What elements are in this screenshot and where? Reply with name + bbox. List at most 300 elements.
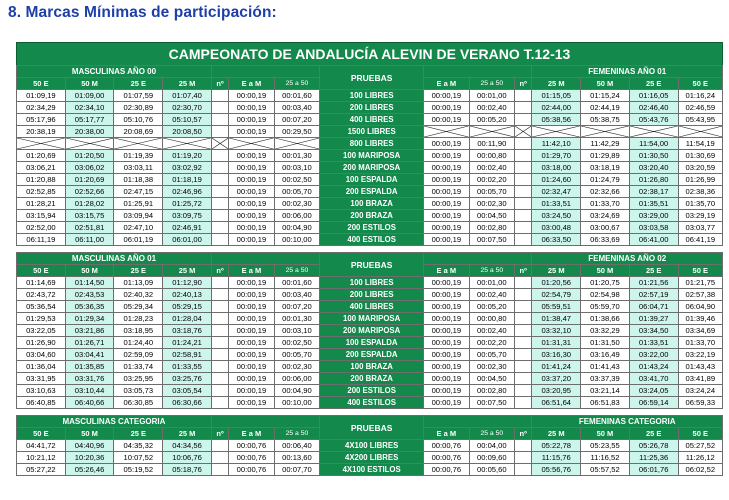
time-cell: 06:30,66 (163, 397, 212, 409)
cross-out-icon (229, 138, 273, 149)
time-cell: 02:34,29 (17, 102, 66, 114)
time-cell: 10:20,36 (65, 452, 114, 464)
time-cell: 01:29,70 (532, 150, 581, 162)
table-row (17, 90, 723, 102)
time-cell (515, 150, 532, 162)
event-name: 1500 LIBRES (320, 126, 424, 138)
table-row (17, 361, 723, 373)
time-cell: 05:27,52 (678, 440, 722, 452)
time-cell: 00:07,50 (469, 234, 514, 246)
time-cell: 00:00,19 (229, 349, 274, 361)
col-header-m25a50: 25 a 50 (274, 78, 319, 90)
time-cell: 03:31,76 (65, 373, 114, 385)
col-header-no: nº (515, 428, 532, 440)
time-cell: 02:34,10 (65, 102, 114, 114)
section-header (17, 66, 723, 78)
time-cell: 00:00,19 (229, 301, 274, 313)
time-cell: 20:08,50 (163, 126, 212, 138)
time-cell: 00:11,90 (469, 138, 514, 150)
time-cell: 02:58,91 (163, 349, 212, 361)
time-cell: 03:16,49 (581, 349, 630, 361)
time-cell: 00:02,50 (274, 337, 319, 349)
time-cell: 02:43,72 (17, 289, 66, 301)
time-cell: 00:00,19 (424, 90, 469, 102)
marks-grid (16, 65, 723, 476)
time-cell: 01:25,72 (163, 198, 212, 210)
time-cell: 11:42,29 (581, 138, 630, 150)
time-cell: 01:35,70 (678, 198, 722, 210)
col-header-m25a50: 25 a 50 (469, 78, 514, 90)
time-cell: 02:43,53 (65, 289, 114, 301)
cross-out-icon (275, 138, 319, 149)
time-cell: 02:54,98 (581, 289, 630, 301)
time-cell: 03:05,54 (163, 385, 212, 397)
time-cell: 00:00,19 (229, 90, 274, 102)
col-header-c50E: 50 E (17, 78, 66, 90)
col-header-c50M: 50 M (581, 265, 630, 277)
time-cell: 11:16,52 (581, 452, 630, 464)
header-blank (424, 416, 532, 428)
time-cell: 00:10,00 (274, 397, 319, 409)
time-cell: 05:26,78 (629, 440, 678, 452)
event-name: 200 ESTILOS (320, 222, 424, 234)
time-cell: 03:22,00 (629, 349, 678, 361)
crossed-cell (515, 126, 532, 138)
time-cell: 00:01,60 (274, 90, 319, 102)
col-header-m25a50: 25 a 50 (469, 265, 514, 277)
time-cell: 01:09,00 (65, 90, 114, 102)
col-header-c25M: 25 M (163, 78, 212, 90)
crossed-cell (229, 138, 274, 150)
time-cell: 03:03,11 (114, 162, 163, 174)
table-row (17, 289, 723, 301)
time-cell: 06:40,85 (17, 397, 66, 409)
time-cell: 02:46,40 (629, 102, 678, 114)
time-cell (515, 385, 532, 397)
time-cell: 03:41,70 (629, 373, 678, 385)
time-cell: 00:00,19 (229, 162, 274, 174)
time-cell: 00:02,80 (469, 385, 514, 397)
time-cell: 05:59,70 (581, 301, 630, 313)
time-cell: 06:11,19 (17, 234, 66, 246)
time-cell: 00:05,20 (469, 301, 514, 313)
time-cell: 10:06,76 (163, 452, 212, 464)
time-cell: 00:00,19 (424, 289, 469, 301)
time-cell: 00:00,19 (424, 397, 469, 409)
right-group-title: FEMENINAS AÑO 01 (532, 66, 723, 78)
time-cell: 00:00,19 (229, 210, 274, 222)
col-header-no: nº (515, 78, 532, 90)
time-cell: 03:31,95 (17, 373, 66, 385)
time-cell: 03:20,95 (532, 385, 581, 397)
time-cell (515, 186, 532, 198)
time-cell: 05:59,51 (532, 301, 581, 313)
time-cell: 00:00,19 (424, 361, 469, 373)
time-cell: 00:00,19 (229, 373, 274, 385)
time-cell (211, 102, 228, 114)
event-name: 200 ESTILOS (320, 385, 424, 397)
time-cell: 00:00,19 (229, 126, 274, 138)
time-cell: 02:30,70 (163, 102, 212, 114)
time-cell: 01:31,50 (581, 337, 630, 349)
time-cell: 00:00,19 (229, 102, 274, 114)
time-cell: 03:09,94 (114, 210, 163, 222)
header-blank (211, 416, 319, 428)
time-cell: 06:04,71 (629, 301, 678, 313)
time-cell: 01:39,46 (678, 313, 722, 325)
time-cell: 00:00,19 (229, 198, 274, 210)
time-cell: 02:30,89 (114, 102, 163, 114)
time-cell: 06:41,19 (678, 234, 722, 246)
time-cell: 03:02,92 (163, 162, 212, 174)
time-cell: 06:01,76 (629, 464, 678, 476)
time-cell: 00:07,20 (274, 301, 319, 313)
time-cell: 00:02,30 (469, 198, 514, 210)
col-header-no: nº (515, 265, 532, 277)
time-cell: 06:40,66 (65, 397, 114, 409)
time-cell: 00:02,40 (469, 162, 514, 174)
time-cell: 00:00,19 (229, 114, 274, 126)
event-name: 100 MARIPOSA (320, 150, 424, 162)
time-cell: 00:00,19 (424, 138, 469, 150)
event-name: 200 ESPALDA (320, 349, 424, 361)
time-cell: 01:33,74 (114, 361, 163, 373)
time-cell: 00:00,80 (469, 313, 514, 325)
time-cell (515, 210, 532, 222)
time-cell: 02:57,19 (629, 289, 678, 301)
time-cell: 00:04,50 (469, 210, 514, 222)
time-cell: 01:12,90 (163, 277, 212, 289)
time-cell: 00:00,19 (424, 222, 469, 234)
time-cell: 01:31,31 (532, 337, 581, 349)
crossed-cell (211, 138, 228, 150)
time-cell: 10:21,12 (17, 452, 66, 464)
time-cell (211, 313, 228, 325)
time-cell: 01:25,91 (114, 198, 163, 210)
qualifying-times-table (16, 42, 723, 476)
time-cell: 01:30,69 (678, 150, 722, 162)
time-cell: 03:04,60 (17, 349, 66, 361)
crossed-cell (678, 126, 722, 138)
time-cell: 02:51,81 (65, 222, 114, 234)
time-cell: 00:00,19 (229, 150, 274, 162)
table-row (17, 349, 723, 361)
time-cell: 00:07,50 (469, 397, 514, 409)
time-cell: 05:38,56 (532, 114, 581, 126)
time-cell (515, 337, 532, 349)
crossed-cell (629, 126, 678, 138)
time-cell: 05:10,57 (163, 114, 212, 126)
time-cell: 03:18,76 (163, 325, 212, 337)
time-cell (515, 373, 532, 385)
table-row (17, 198, 723, 210)
time-cell: 00:00,76 (229, 464, 274, 476)
time-cell: 01:33,70 (581, 198, 630, 210)
time-cell: 05:38,75 (581, 114, 630, 126)
col-header-c50M: 50 M (581, 428, 630, 440)
time-cell: 00:07,20 (274, 114, 319, 126)
time-cell: 00:00,19 (424, 349, 469, 361)
event-name: 200 ESPALDA (320, 186, 424, 198)
time-cell: 01:21,75 (678, 277, 722, 289)
time-cell: 03:34,69 (678, 325, 722, 337)
time-cell (211, 210, 228, 222)
time-cell: 01:33,51 (532, 198, 581, 210)
time-cell: 03:24,24 (678, 385, 722, 397)
crossed-cell (65, 138, 114, 150)
time-cell: 05:10,76 (114, 114, 163, 126)
time-cell (211, 114, 228, 126)
time-cell (515, 361, 532, 373)
time-cell: 02:47,15 (114, 186, 163, 198)
time-cell (515, 222, 532, 234)
cross-out-icon (424, 126, 468, 137)
time-cell: 20:08,69 (114, 126, 163, 138)
time-cell: 05:19,52 (114, 464, 163, 476)
col-header-m25a50: 25 a 50 (469, 428, 514, 440)
table-row (17, 102, 723, 114)
time-cell: 00:05,70 (274, 349, 319, 361)
cross-out-icon (679, 126, 722, 137)
time-cell: 03:06,02 (65, 162, 114, 174)
table-row (17, 301, 723, 313)
time-cell: 05:27,22 (17, 464, 66, 476)
cross-out-icon (66, 138, 114, 149)
time-cell: 01:33,51 (629, 337, 678, 349)
event-name: 200 BRAZA (320, 373, 424, 385)
event-name: 200 LIBRES (320, 289, 424, 301)
time-cell: 00:05,70 (274, 186, 319, 198)
time-cell: 03:21,86 (65, 325, 114, 337)
time-cell: 02:44,00 (532, 102, 581, 114)
time-cell: 00:00,19 (424, 385, 469, 397)
col-header-eam: E a M (229, 265, 274, 277)
event-name: 200 LIBRES (320, 102, 424, 114)
time-cell: 00:00,76 (229, 440, 274, 452)
time-cell (515, 440, 532, 452)
table-row (17, 138, 723, 150)
time-cell: 01:43,24 (629, 361, 678, 373)
col-header-c25M: 25 M (532, 428, 581, 440)
time-cell: 00:02,20 (469, 337, 514, 349)
time-cell: 01:24,79 (581, 174, 630, 186)
col-header-c25E: 25 E (629, 265, 678, 277)
time-cell: 00:04,90 (274, 222, 319, 234)
time-cell: 04:35,32 (114, 440, 163, 452)
time-cell: 03:04,41 (65, 349, 114, 361)
table-row (17, 222, 723, 234)
time-cell: 01:18,19 (163, 174, 212, 186)
pruebas-header: PRUEBAS (320, 66, 424, 90)
time-cell: 00:01,30 (274, 150, 319, 162)
time-cell: 00:29,50 (274, 126, 319, 138)
time-cell: 06:41,00 (629, 234, 678, 246)
time-cell: 00:10,00 (274, 234, 319, 246)
time-cell: 00:00,19 (229, 337, 274, 349)
cross-out-icon (17, 138, 65, 149)
time-cell: 06:33,69 (581, 234, 630, 246)
time-cell: 00:00,19 (229, 289, 274, 301)
event-name: 100 LIBRES (320, 90, 424, 102)
time-cell: 01:20,69 (65, 174, 114, 186)
time-cell: 00:00,19 (424, 313, 469, 325)
time-cell: 01:38,66 (581, 313, 630, 325)
event-name: 400 LIBRES (320, 301, 424, 313)
event-name: 4X100 LIBRES (320, 440, 424, 452)
col-header-c50M: 50 M (581, 78, 630, 90)
right-group-title: FEMENINAS CATEGORIA (532, 416, 723, 428)
time-cell: 06:30,85 (114, 397, 163, 409)
time-cell: 06:01,00 (163, 234, 212, 246)
time-cell (515, 464, 532, 476)
time-cell: 00:00,19 (424, 102, 469, 114)
time-cell (515, 313, 532, 325)
time-cell (515, 349, 532, 361)
time-cell: 00:05,20 (469, 114, 514, 126)
col-header-no: nº (211, 428, 228, 440)
time-cell: 03:21,14 (581, 385, 630, 397)
time-cell (515, 289, 532, 301)
time-cell: 01:29,89 (581, 150, 630, 162)
time-cell (211, 222, 228, 234)
time-cell: 01:15,05 (532, 90, 581, 102)
time-cell (211, 373, 228, 385)
time-cell: 03:32,29 (581, 325, 630, 337)
section-gap (17, 246, 723, 253)
table-row (17, 313, 723, 325)
time-cell: 00:00,19 (424, 186, 469, 198)
left-group-title: MASCULINAS AÑO 00 (17, 66, 212, 78)
crossed-cell (532, 126, 581, 138)
time-cell: 00:00,19 (229, 397, 274, 409)
time-cell: 00:00,76 (229, 452, 274, 464)
time-cell: 02:52,00 (17, 222, 66, 234)
time-cell: 03:25,76 (163, 373, 212, 385)
time-cell: 00:00,19 (229, 325, 274, 337)
time-cell: 00:06,00 (274, 373, 319, 385)
col-header-eam: E a M (424, 428, 469, 440)
pruebas-header: PRUEBAS (320, 253, 424, 277)
col-header-c50M: 50 M (65, 265, 114, 277)
event-name: 100 BRAZA (320, 198, 424, 210)
cross-out-icon (515, 126, 531, 137)
time-cell: 00:00,19 (424, 301, 469, 313)
time-cell: 00:01,00 (469, 277, 514, 289)
time-cell: 05:17,77 (65, 114, 114, 126)
time-cell: 03:34,50 (629, 325, 678, 337)
time-cell: 01:26,90 (17, 337, 66, 349)
time-cell: 01:24,21 (163, 337, 212, 349)
time-cell: 01:21,56 (629, 277, 678, 289)
time-cell: 01:26,99 (678, 174, 722, 186)
time-cell: 00:03,40 (274, 102, 319, 114)
time-cell: 01:33,70 (678, 337, 722, 349)
time-cell: 00:02,30 (274, 198, 319, 210)
col-header-c50M: 50 M (65, 428, 114, 440)
time-cell: 00:00,19 (229, 186, 274, 198)
time-cell: 02:38,17 (629, 186, 678, 198)
time-cell: 03:24,50 (532, 210, 581, 222)
event-name: 200 MARIPOSA (320, 162, 424, 174)
time-cell: 20:38,19 (17, 126, 66, 138)
time-cell: 02:46,96 (163, 186, 212, 198)
time-cell: 01:15,24 (581, 90, 630, 102)
time-cell (211, 150, 228, 162)
crossed-cell (581, 126, 630, 138)
time-cell: 01:28,04 (163, 313, 212, 325)
col-header-c25M: 25 M (163, 265, 212, 277)
time-cell: 11:42,10 (532, 138, 581, 150)
section-header (17, 416, 723, 428)
pruebas-header: PRUEBAS (320, 416, 424, 440)
time-cell: 00:00,19 (424, 234, 469, 246)
col-header-m25a50: 25 a 50 (274, 265, 319, 277)
time-cell: 06:51,64 (532, 397, 581, 409)
table-row (17, 385, 723, 397)
time-cell (211, 301, 228, 313)
col-header-no: nº (211, 78, 228, 90)
event-name: 400 ESTILOS (320, 234, 424, 246)
time-cell: 01:29,53 (17, 313, 66, 325)
cross-out-icon (163, 138, 211, 149)
time-cell: 00:00,19 (229, 277, 274, 289)
table-row (17, 373, 723, 385)
time-cell: 00:04,00 (469, 440, 514, 452)
col-header-m25a50: 25 a 50 (274, 428, 319, 440)
time-cell: 05:29,15 (163, 301, 212, 313)
time-cell: 03:32,10 (532, 325, 581, 337)
time-cell: 01:41,43 (581, 361, 630, 373)
table-row (17, 452, 723, 464)
time-cell (515, 138, 532, 150)
time-cell (211, 234, 228, 246)
time-cell: 00:00,19 (229, 234, 274, 246)
time-cell: 00:01,60 (274, 277, 319, 289)
time-cell: 00:01,30 (274, 313, 319, 325)
col-header-c25E: 25 E (114, 265, 163, 277)
time-cell: 00:13,60 (274, 452, 319, 464)
time-cell: 00:04,90 (274, 385, 319, 397)
page-heading: 8. Marcas Mínimas de participación: (8, 4, 277, 21)
time-cell: 00:00,76 (424, 464, 469, 476)
time-cell (515, 102, 532, 114)
time-cell: 03:22,19 (678, 349, 722, 361)
championship-title: CAMPEONATO DE ANDALUCÍA ALEVIN DE VERANO T.12-13 (16, 42, 723, 65)
time-cell: 00:00,19 (424, 277, 469, 289)
time-cell: 03:00,67 (581, 222, 630, 234)
col-header-c25E: 25 E (629, 428, 678, 440)
time-cell: 03:03,58 (629, 222, 678, 234)
time-cell: 20:38,00 (65, 126, 114, 138)
time-cell: 00:02,40 (469, 325, 514, 337)
col-header-c50E: 50 E (678, 265, 722, 277)
event-name: 400 ESTILOS (320, 397, 424, 409)
right-group-title: FEMENINAS AÑO 02 (532, 253, 723, 265)
time-cell: 00:02,80 (469, 222, 514, 234)
col-header-eam: E a M (229, 428, 274, 440)
time-cell: 05:23,55 (581, 440, 630, 452)
time-cell: 03:09,75 (163, 210, 212, 222)
time-cell: 01:09,19 (17, 90, 66, 102)
time-cell: 00:06,00 (274, 210, 319, 222)
time-cell: 01:43,43 (678, 361, 722, 373)
table-row (17, 440, 723, 452)
time-cell: 03:20,40 (629, 162, 678, 174)
time-cell: 01:14,69 (17, 277, 66, 289)
time-cell (211, 325, 228, 337)
time-cell: 00:00,19 (229, 361, 274, 373)
time-cell: 02:46,59 (678, 102, 722, 114)
